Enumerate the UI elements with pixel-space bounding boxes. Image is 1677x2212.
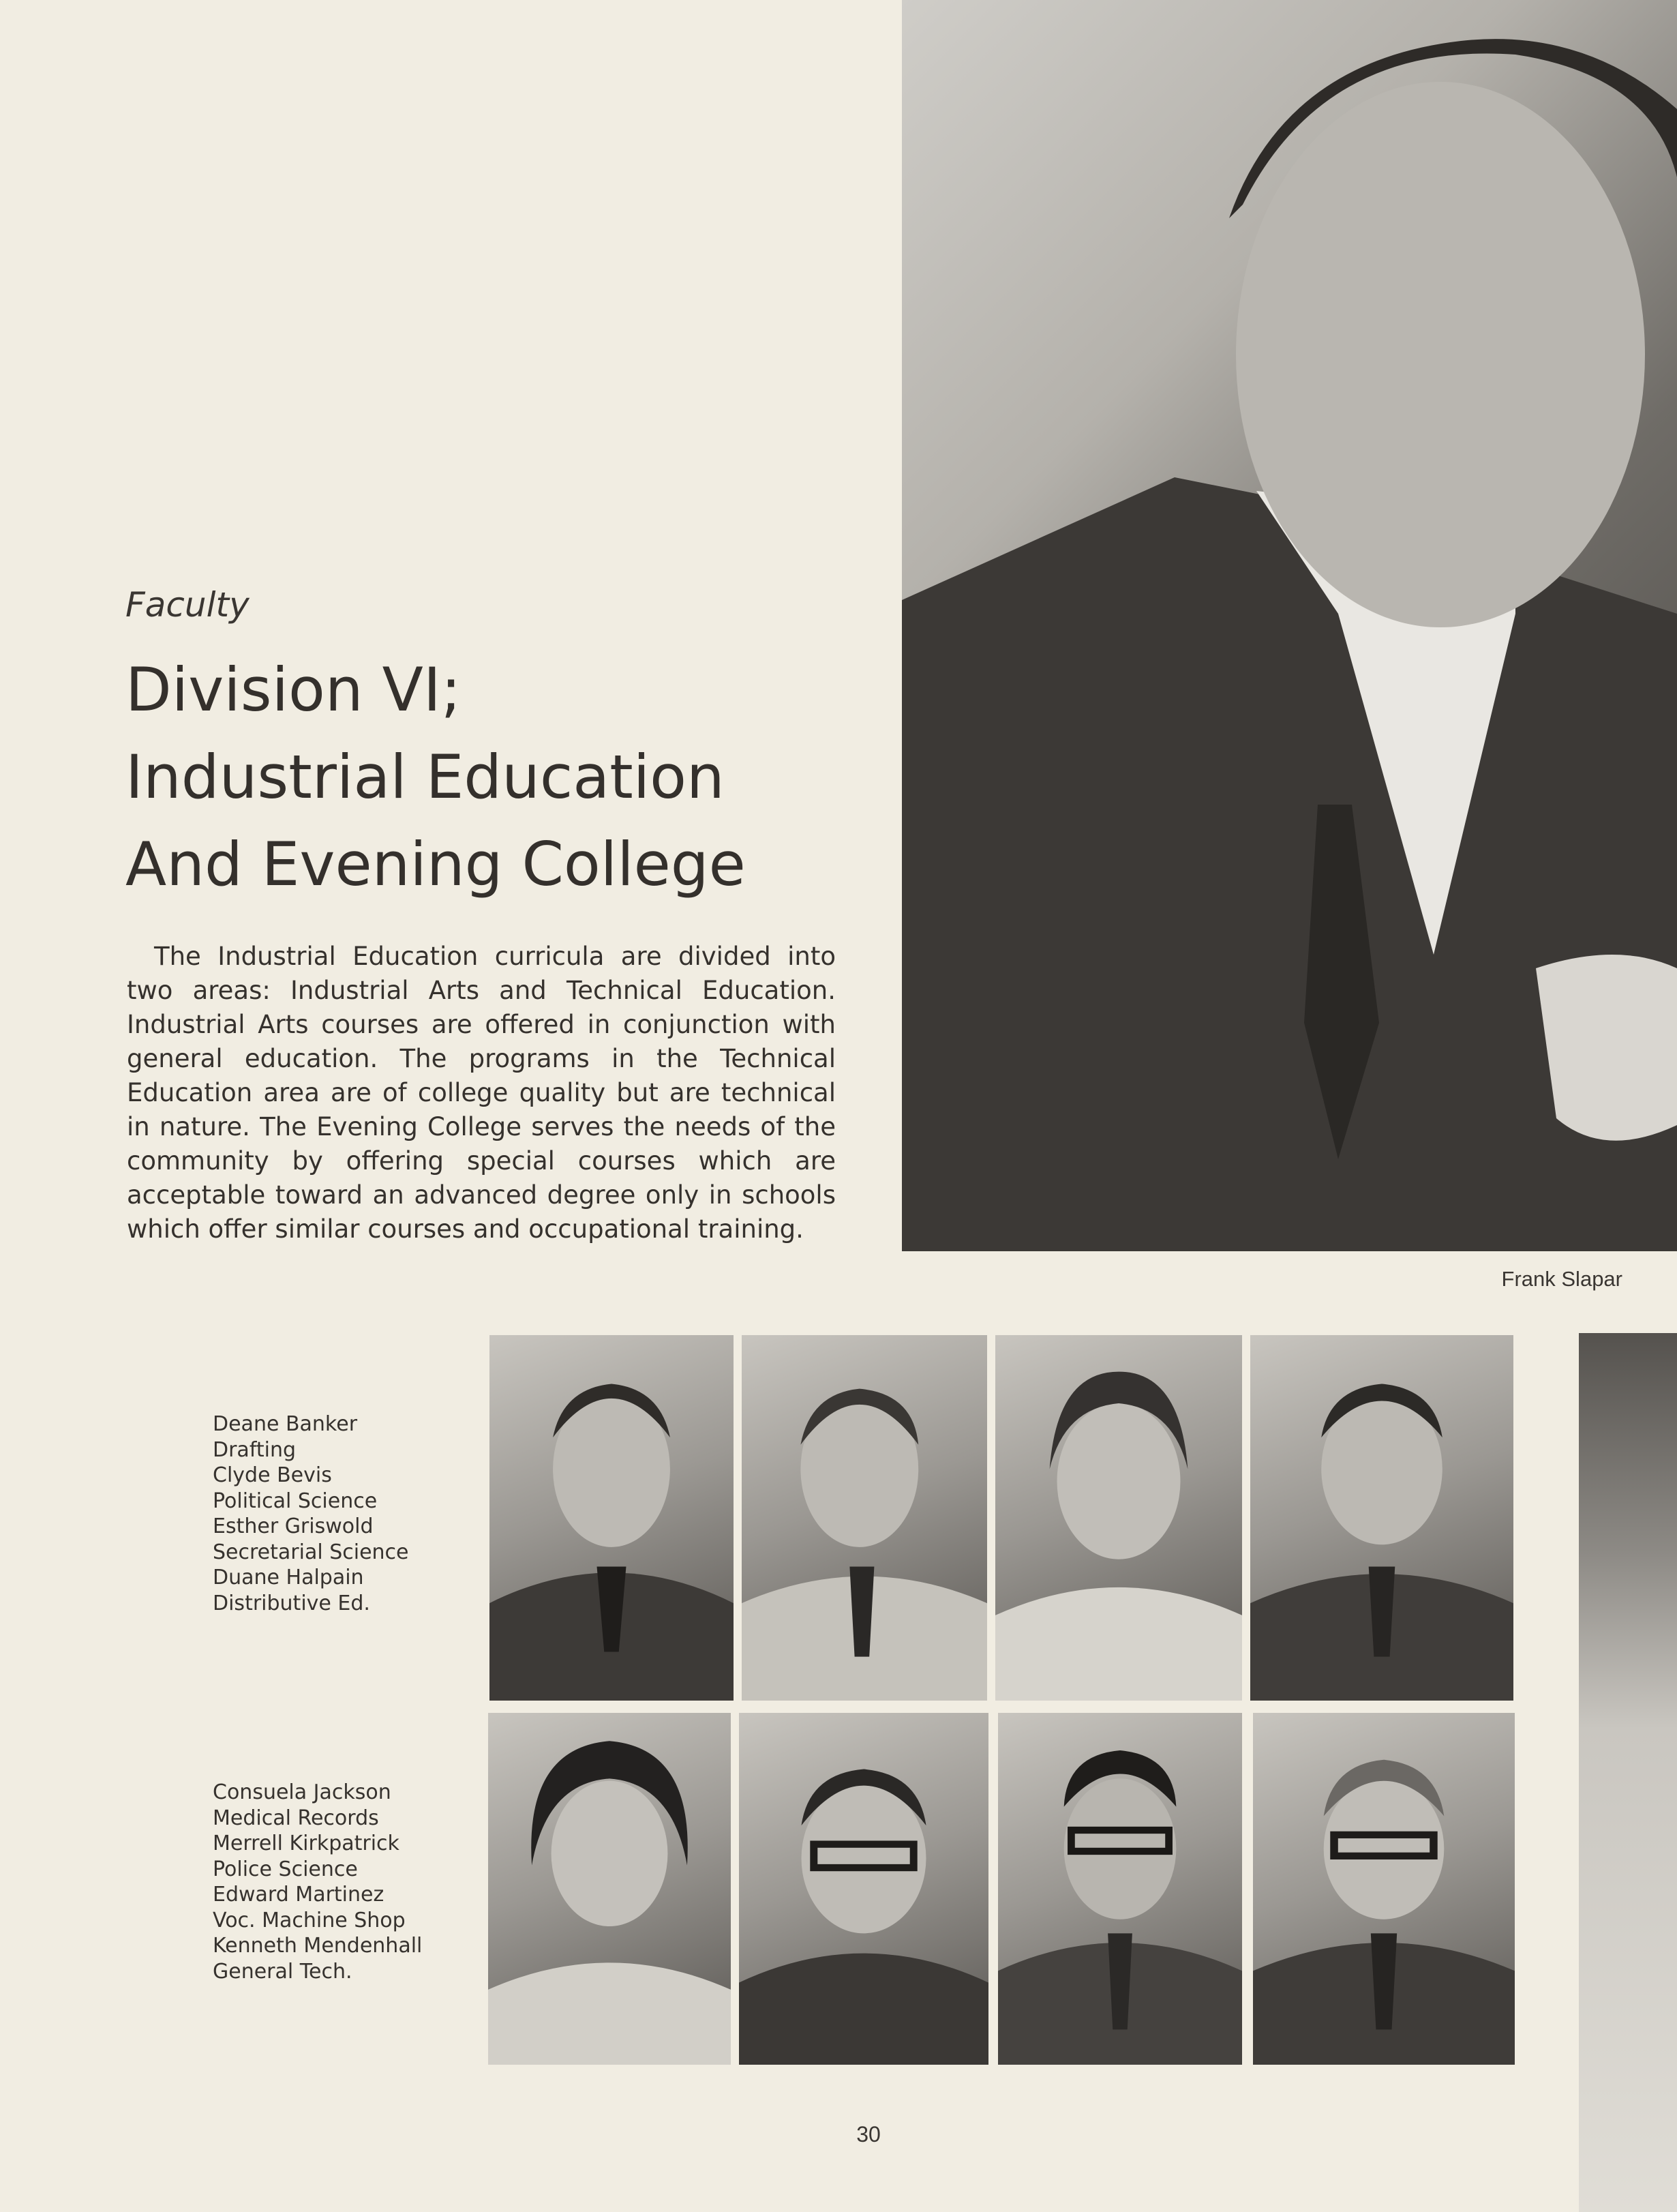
faculty-names-row-2 <box>213 1780 472 1984</box>
faculty-subject: Drafting <box>213 1437 297 1462</box>
page-number: 30 <box>856 2122 881 2147</box>
faculty-name: Clyde Bevis <box>213 1463 332 1487</box>
headshot-photo <box>742 1335 987 1701</box>
faculty-subject: Medical Records <box>213 1806 379 1830</box>
page-title <box>125 646 875 908</box>
faculty-subject: Distributive Ed. <box>213 1591 370 1615</box>
faculty-name: Consuela Jackson <box>213 1780 391 1804</box>
faculty-subject: General Tech. <box>213 1959 352 1984</box>
headshot-photo <box>739 1713 988 2065</box>
title-line: And Evening College <box>125 829 746 899</box>
hero-photo-caption: Frank Slapar <box>1501 1267 1622 1291</box>
faculty-name: Esther Griswold <box>213 1514 374 1538</box>
faculty-subject: Police Science <box>213 1857 358 1881</box>
headshot-photo <box>488 1713 731 2065</box>
faculty-name: Kenneth Mendenhall <box>213 1934 423 1958</box>
faculty-subject: Voc. Machine Shop <box>213 1908 406 1932</box>
headshot-photo <box>489 1335 734 1701</box>
title-line: Division VI; <box>125 655 462 725</box>
faculty-subject: Secretarial Science <box>213 1540 409 1564</box>
faculty-name: Merrell Kirkpatrick <box>213 1832 399 1855</box>
faculty-names-row-1 <box>213 1411 472 1616</box>
headshot-photo <box>1253 1713 1515 2065</box>
headshot-photo <box>1250 1335 1513 1701</box>
intro-paragraph: The Industrial Education curricula are divided into two areas: Industrial Arts and Technical Education. Industrial Arts courses are offered in conjunction with general education. The programs in the Technical Education area are of college quality but are technical in nature. The Evening College serves the needs of the community by offering special courses which are acceptable toward an advanced degree only in schools which offer similar courses and occupational training. <box>127 942 836 1244</box>
section-kicker: Faculty <box>125 585 250 625</box>
faculty-name: Edward Martinez <box>213 1883 384 1907</box>
hero-portrait-photo <box>902 0 1677 1251</box>
cropped-edge-photo <box>1579 1333 1677 2212</box>
faculty-name: Deane Banker <box>213 1412 358 1436</box>
faculty-name: Duane Halpain <box>213 1566 364 1589</box>
portrait-silhouette <box>902 0 1677 1251</box>
faculty-subject: Political Science <box>213 1489 378 1513</box>
headshot-photo <box>995 1335 1242 1701</box>
headshot-photo <box>998 1713 1242 2065</box>
title-line: Industrial Education <box>125 742 725 812</box>
